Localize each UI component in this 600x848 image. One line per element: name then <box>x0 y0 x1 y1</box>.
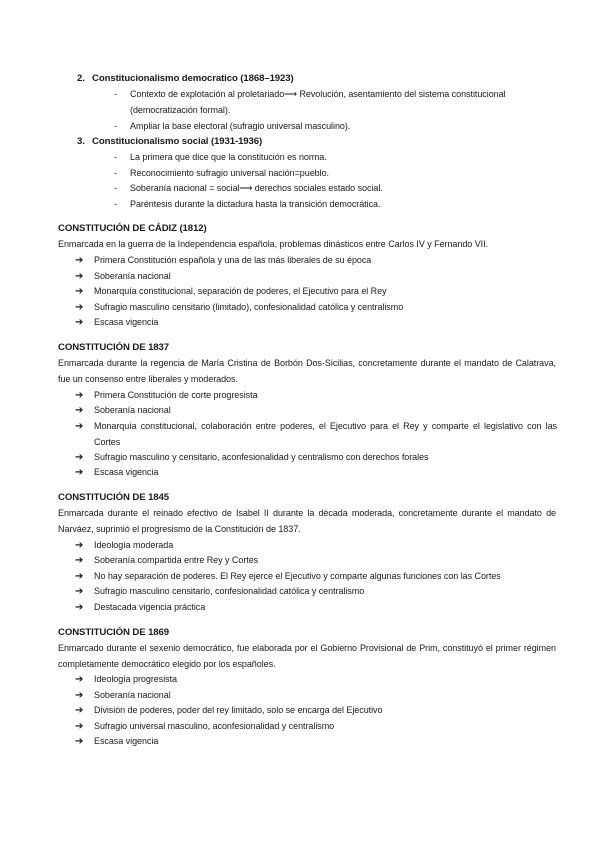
arrow-point-text: Primera Constitución española y una de las más liberales de su época <box>94 255 372 265</box>
arrow-point-text: No hay separación de poderes. El Rey ejerce el Ejecutivo y comparte algunas funciones con las Cortes <box>94 571 501 581</box>
item-number: 2. <box>77 73 85 84</box>
arrow-bullet-icon: ➔ <box>75 571 84 582</box>
arrow-bullet-icon: ➔ <box>75 255 84 266</box>
arrow-point <box>75 553 557 569</box>
arrow-point-text: Escasa vigencia <box>94 317 159 327</box>
arrow-point-text: Escasa vigencia <box>94 467 159 477</box>
arrow-point <box>75 450 557 466</box>
dash-point-text: Soberanía nacional = social⟶ derechos sociales estado social. <box>130 183 383 193</box>
arrow-point-text: Destacada vigencia práctica <box>94 602 206 612</box>
arrow-point-text: Ideología progresista <box>94 674 178 684</box>
arrow-point <box>75 569 557 585</box>
arrow-bullet-icon: ➔ <box>75 705 84 716</box>
arrow-point-text: Sufragio masculino censitario, confesionalidad católica y centralismo <box>94 586 365 596</box>
arrow-bullet-icon: ➔ <box>75 690 84 701</box>
dash-bullet: - <box>114 89 117 99</box>
arrow-point-text: Primera Constitución de corte progresista <box>94 390 258 400</box>
arrow-point <box>75 600 557 616</box>
arrow-point <box>75 584 557 600</box>
arrow-bullet-icon: ➔ <box>75 555 84 566</box>
arrow-point-text: Monarquía constitucional, separación de poderes, el Ejecutivo para el Rey <box>94 286 387 296</box>
dash-bullet: - <box>114 183 117 193</box>
dash-point <box>114 119 554 135</box>
dash-point-text: Ampliar la base electoral (sufragio universal masculino). <box>130 121 351 131</box>
dash-point-text: La primera que dice que la constitución es norma. <box>130 152 327 162</box>
section-intro: Enmarcado durante el sexenio democrático, fue elaborada por el Gobierno Provisional de Prim, constituyó el primer régimen completamente democrático elegido por los españoles. <box>58 643 556 669</box>
arrow-bullet-icon: ➔ <box>75 302 84 313</box>
arrow-point <box>75 300 557 316</box>
arrow-point-text: Escasa vigencia <box>94 736 159 746</box>
section-intro: Enmarcada en la guerra de la Independencia española, problemas dinásticos entre Carlos IV y Fernando VII. <box>58 239 489 249</box>
arrow-bullet-icon: ➔ <box>75 317 84 328</box>
arrow-point-text: Soberanía nacional <box>94 405 171 415</box>
arrow-bullet-icon: ➔ <box>75 467 84 478</box>
dash-point <box>114 197 554 213</box>
arrow-point <box>75 734 557 750</box>
section-heading-1845: CONSTITUCIÓN DE 1845 <box>58 492 170 503</box>
arrow-point-text: Soberanía nacional <box>94 690 171 700</box>
arrow-point <box>75 465 557 481</box>
dash-point <box>114 181 554 197</box>
arrow-point-text: Sufragio masculino censitario (limitado), confesionalidad católica y centralismo <box>94 302 404 312</box>
dash-point-text: Reconocimiento sufragio universal nación=pueblo. <box>130 168 329 178</box>
arrow-point <box>75 253 557 269</box>
arrow-point <box>75 388 557 404</box>
section-heading-1869: CONSTITUCIÓN DE 1869 <box>58 627 170 638</box>
arrow-bullet-icon: ➔ <box>75 421 84 432</box>
arrow-point <box>75 419 557 450</box>
section-intro: Enmarcada durante el reinado efectivo de Isabel II durante la década moderada, concretamente durante el mandato de Narváez, suprimió el progresismo de la Constitución de 1837. <box>58 508 556 534</box>
dash-bullet: - <box>114 121 117 131</box>
section-heading-cadiz: CONSTITUCIÓN DE CÁDIZ (1812) <box>58 223 207 234</box>
arrow-point-text: Soberanía nacional <box>94 271 171 281</box>
arrow-bullet-icon: ➔ <box>75 405 84 416</box>
dash-point <box>114 87 554 118</box>
arrow-point <box>75 269 557 285</box>
arrow-point <box>75 719 557 735</box>
arrow-point-text: Soberanía compartida entre Rey y Cortes <box>94 555 259 565</box>
arrow-point <box>75 315 557 331</box>
arrow-bullet-icon: ➔ <box>75 674 84 685</box>
item-number: 3. <box>77 136 85 147</box>
arrow-point <box>75 672 557 688</box>
item-title: Constitucionalismo social (1931-1936) <box>92 136 263 147</box>
arrow-point <box>75 403 557 419</box>
dash-bullet: - <box>114 152 117 162</box>
section-heading-1837: CONSTITUCIÓN DE 1837 <box>58 342 170 353</box>
arrow-bullet-icon: ➔ <box>75 452 84 463</box>
arrow-bullet-icon: ➔ <box>75 602 84 613</box>
arrow-point <box>75 284 557 300</box>
dash-point <box>114 166 554 182</box>
arrow-bullet-icon: ➔ <box>75 390 84 401</box>
section-intro: Enmarcada durante la regencia de María Cristina de Borbón Dos-Sicilias, concretamente durante el mandato de Calatrava, fue un consenso entre liberales y moderados. <box>58 358 556 384</box>
arrow-point <box>75 538 557 554</box>
dash-bullet: - <box>114 168 117 178</box>
arrow-point-text: Sufragio masculino y censitario, aconfesionalidad y centralismo con derechos forales <box>94 452 429 462</box>
dash-point-text: Contexto de explotación al proletariado⟶ Revolución, asentamiento del sistema constitucional (democratización formal). <box>130 89 506 115</box>
arrow-point-text: Sufragio universal masculino, aconfesionalidad y centralismo <box>94 721 335 731</box>
arrow-point-text: Monarquía constitucional, colaboración entre poderes, el Ejecutivo para el Rey y comparte el legislativo con las Cortes <box>94 421 557 447</box>
arrow-bullet-icon: ➔ <box>75 540 84 551</box>
arrow-bullet-icon: ➔ <box>75 271 84 282</box>
arrow-bullet-icon: ➔ <box>75 286 84 297</box>
arrow-point-text: Ideología moderada <box>94 540 174 550</box>
dash-bullet: - <box>114 199 117 209</box>
arrow-point <box>75 703 557 719</box>
arrow-bullet-icon: ➔ <box>75 586 84 597</box>
item-title: Constitucionalismo democratico (1868–1923) <box>92 73 294 84</box>
arrow-point <box>75 688 557 704</box>
dash-point <box>114 150 554 166</box>
arrow-bullet-icon: ➔ <box>75 736 84 747</box>
arrow-point-text: División de poderes, poder del rey limitado, solo se encarga del Ejecutivo <box>94 705 383 715</box>
dash-point-text: Paréntesis durante la dictadura hasta la transición democrática. <box>130 199 381 209</box>
arrow-bullet-icon: ➔ <box>75 721 84 732</box>
